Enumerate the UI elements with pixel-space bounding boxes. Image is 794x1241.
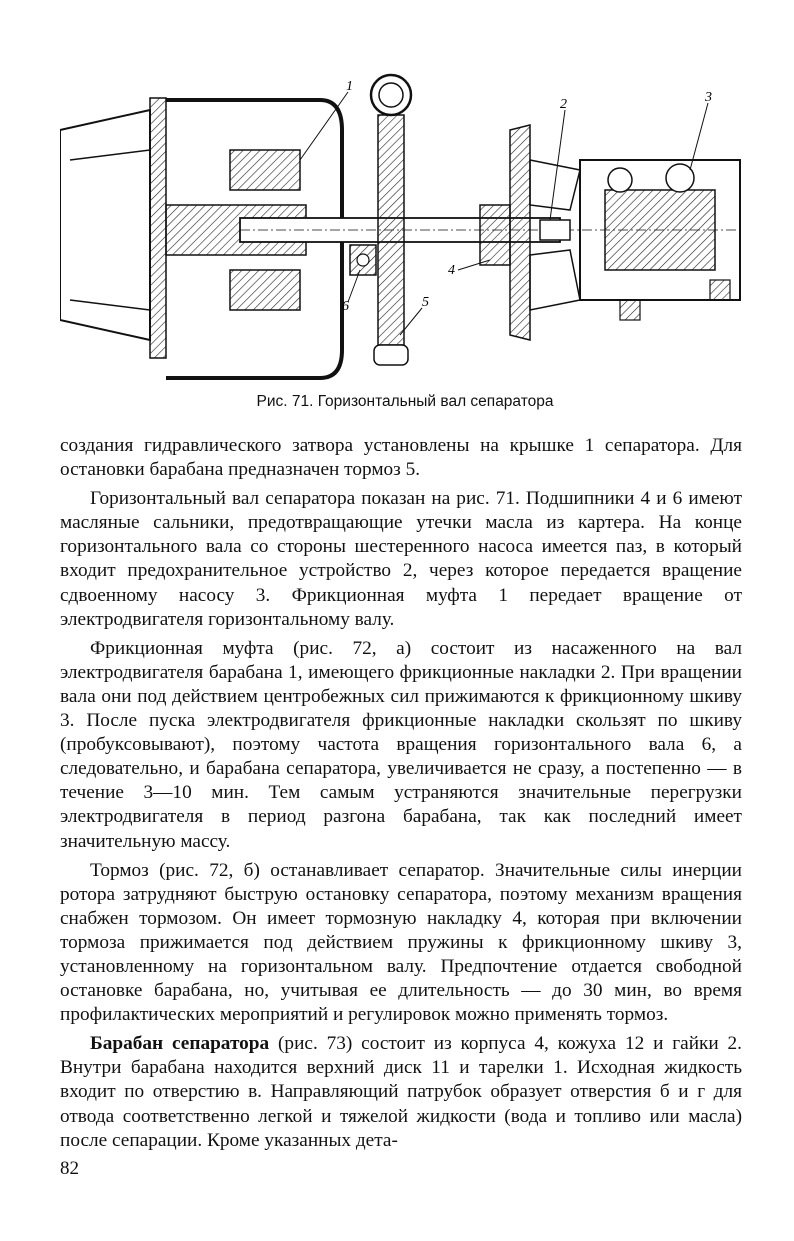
figure-horizontal-shaft: [60, 70, 750, 388]
body-text: [60, 434, 742, 1158]
brake-wheel: [378, 115, 404, 345]
callout-5: 5: [422, 295, 429, 310]
paragraph: создания гидравлического затвора установлены на крышке 1 сепаратора. Для остановки барабана предназначен тормоз 5.: [60, 435, 742, 481]
callout-2: 2: [560, 97, 567, 112]
callout-1: 1: [346, 79, 353, 94]
page-number: 82: [60, 1158, 79, 1179]
motor-flange: [150, 98, 166, 358]
friction-drum-bottom: [230, 270, 300, 310]
callout-6: 6: [342, 299, 349, 314]
paragraph: Фрикционная муфта (рис. 72, а) состоит из насаженного на вал электродвигателя барабана 1, имеющего фрикционные накладки 2. При вращении вала они под действием центробежных сил прижимаются к фрикционному шкиву 3. После пуска электродвигателя фрикционные накладки скользят по шкиву (пробуксовывают), поэтому частота вращения горизонтального вала 6, а следовательно, и барабана сепаратора, увеличивается не сразу, а постепенно — в течение 3—10 мин. Тем самым устраняются значительные перегрузки электродвигателя в период разгона барабана, так как последний имеет значительную массу.: [60, 637, 742, 852]
motor-body: [60, 110, 150, 340]
term-drum: Барабан сепаратора: [90, 1033, 270, 1055]
paragraph-drum-text: (рис. 73) состоит из корпуса 4, кожуха 12 и гайки 2. Внутри барабана находится верхний диск 11 и тарелки 1. Исходная жидкость входит по отверстию в. Направляющий патрубок образует отверстия б и г для отвода соответственно легкой и тяжелой жидкости (вода и топливо или масла) после сепарации. Кроме указанных дета-: [60, 1033, 742, 1151]
eye-bolt: [371, 75, 411, 115]
callout-4: 4: [448, 263, 455, 278]
safety-device: [540, 220, 570, 240]
figure-caption: Рис. 71. Горизонтальный вал сепаратора: [256, 393, 554, 410]
paragraph: Горизонтальный вал сепаратора показан на рис. 71. Подшипники 4 и 6 имеют масляные сальники, предотвращающие утечки масла из картера. На конце горизонтального вала со стороны шестеренного насоса имеется паз, в который входит предохранительное устройство 2, через которое передается вращение сдвоенному насосу 3. Фрикционная муфта 1 передает вращение от электродвигателя горизонтальному валу.: [60, 488, 742, 630]
friction-drum-top: [230, 150, 300, 190]
shaft-drawing: [60, 70, 750, 388]
gearbox-wall: [510, 125, 530, 340]
paragraph: Тормоз (рис. 72, б) останавливает сепаратор. Значительные силы инерции ротора затрудняют быструю остановку сепаратора, поэтому механизм вращения снабжен тормозом. Он имеет тормозную накладку 4, которая при включении тормоза прижимается под действием пружины к фрикционному шкиву 3, установленному на горизонтальном валу. Предпочтение отдается свободной остановке барабана, но, учитывая ее длительность — до 30 мин, во время профилактических мероприятий и регулировок можно применять тормоз.: [60, 859, 742, 1026]
callout-3: 3: [705, 90, 712, 105]
paragraph-drum: [60, 1032, 742, 1152]
bearing-4: [480, 205, 510, 265]
